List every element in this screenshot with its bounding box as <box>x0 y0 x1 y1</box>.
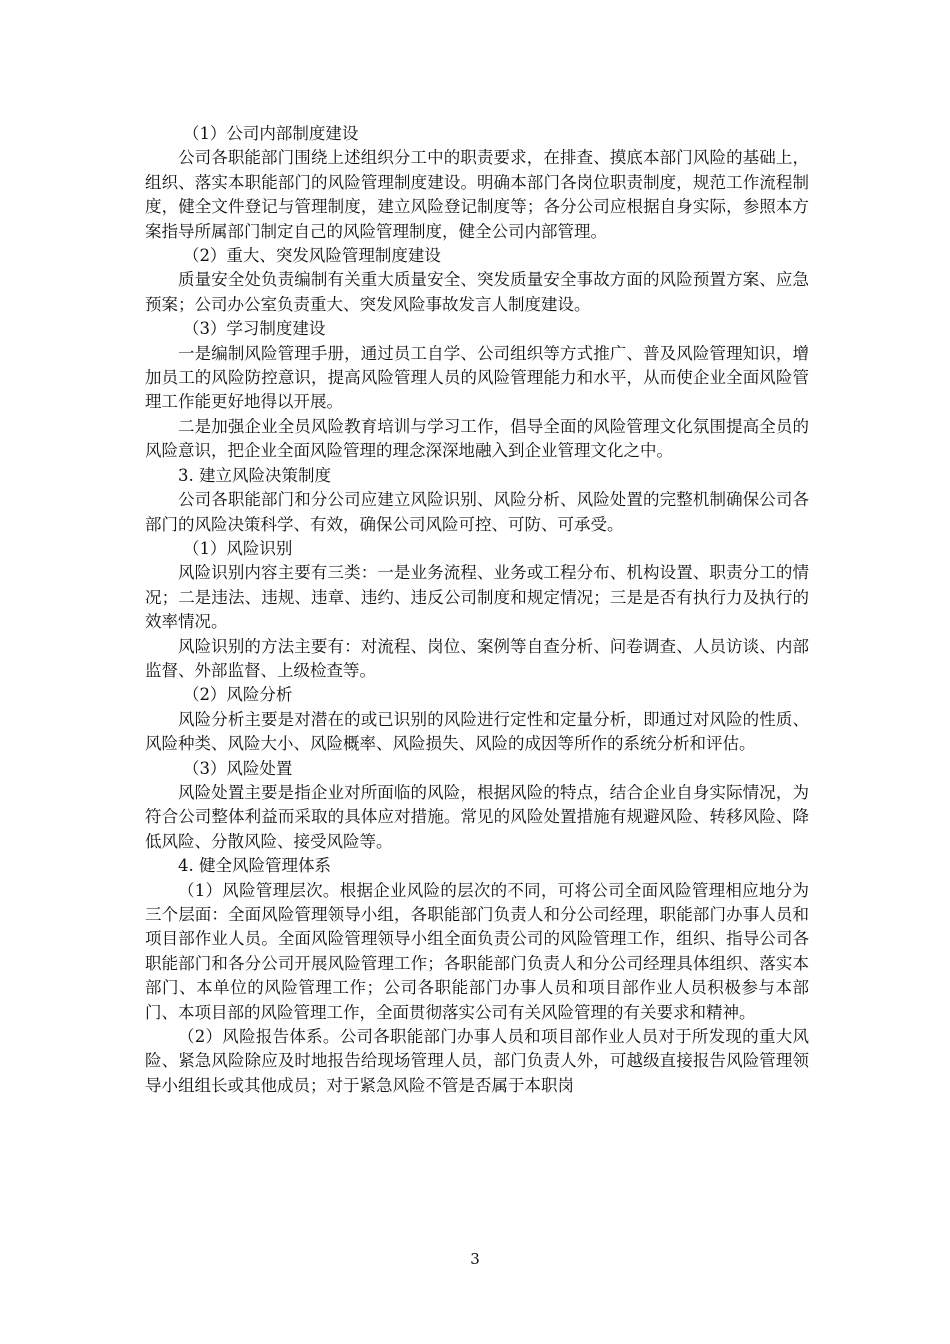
paragraph: （1）风险管理层次。根据企业风险的层次的不同，可将公司全面风险管理相应地分为三个层面：全面风险管理领导小组，各职能部门负责人和分公司经理，职能部门办事人员和项目部作业人员。全面风险管理领导小组全面负责公司的风险管理工作，组织、指导公司各职能部门和各分公司开展风险管理工作；各职能部门负责人和分公司经理具体组织、落实本部门、本单位的风险管理工作；公司各职能部门办事人员和项目部作业人员积极参与本部门、本项目部的风险管理工作，全面贯彻落实公司有关风险管理的有关要求和精神。 <box>145 880 809 1022</box>
section-heading-risk-system: 4. 健全风险管理体系 <box>178 856 331 876</box>
paragraph: 风险识别内容主要有三类：一是业务流程、业务或工程分布、机构设置、职责分工的情况；二是违法、违规、违章、违约、违反公司制度和规定情况；三是是否有执行力及执行的效率情况。 <box>145 563 809 632</box>
subsection-heading-risk-analysis: （2）风险分析 <box>182 685 293 705</box>
paragraph: （2）风险报告体系。公司各职能部门办事人员和项目部作业人员对于所发现的重大风险、紧急风险除应及时地报告给现场管理人员，部门负责人外，可越级直接报告风险管理领导小组组长或其他成员；对于紧急风险不管是否属于本职岗 <box>145 1027 809 1095</box>
paragraph: 二是加强企业全员风险教育培训与学习工作，倡导全面的风险管理文化氛围提高全员的风险意识，把企业全面风险管理的理念深深地融入到企业管理文化之中。 <box>145 416 809 461</box>
paragraph: 风险识别的方法主要有：对流程、岗位、案例等自查分析、问卷调查、人员访谈、内部监督、外部监督、上级检查等。 <box>145 636 809 680</box>
paragraph: 质量安全处负责编制有关重大质量安全、突发质量安全事故方面的风险预置方案、应急预案；公司办公室负责重大、突发风险事故发言人制度建设。 <box>145 270 809 314</box>
subsection-heading-learning-system: （3）学习制度建设 <box>182 319 326 339</box>
paragraph: 公司各职能部门围绕上述组织分工中的职责要求，在排查、摸底本部门风险的基础上，组织、落实本职能部门的风险管理制度建设。明确本部门各岗位职责制度，规范工作流程制度，健全文件登记与管理制度，建立风险登记制度等；各分公司应根据自身实际，参照本方案指导所属部门制定自己的风险管理制度，健全公司内部管理。 <box>145 148 809 241</box>
document-body <box>145 122 809 1098</box>
subsection-heading-internal-system: （1）公司内部制度建设 <box>182 124 359 143</box>
subsection-heading-major-risk-system: （2）重大、突发风险管理制度建设 <box>182 246 441 266</box>
paragraph: 风险处置主要是指企业对所面临的风险，根据风险的特点，结合企业自身实际情况，为符合公司整体利益而采取的具体应对措施。常见的风险处置措施有规避风险、转移风险、降低风险、分散风险、接受风险等。 <box>145 782 809 851</box>
page-number: 3 <box>470 1250 480 1268</box>
subsection-heading-risk-identification: （1）风险识别 <box>182 538 293 558</box>
paragraph: 一是编制风险管理手册，通过员工自学、公司组织等方式推广、普及风险管理知识，增加员工的风险防控意识，提高风险管理人员的风险管理能力和水平，从而使企业全面风险管理工作能更好地得以开展。 <box>145 343 809 412</box>
paragraph: 公司各职能部门和分公司应建立风险识别、风险分析、风险处置的完整机制确保公司各部门的风险决策科学、有效，确保公司风险可控、可防、可承受。 <box>145 490 809 534</box>
subsection-heading-risk-handling: （3）风险处置 <box>182 758 293 778</box>
section-heading-risk-decision: 3. 建立风险决策制度 <box>178 465 331 485</box>
paragraph: 风险分析主要是对潜在的或已识别的风险进行定性和定量分析，即通过对风险的性质、风险种类、风险大小、风险概率、风险损失、风险的成因等所作的系统分析和评估。 <box>145 709 809 754</box>
